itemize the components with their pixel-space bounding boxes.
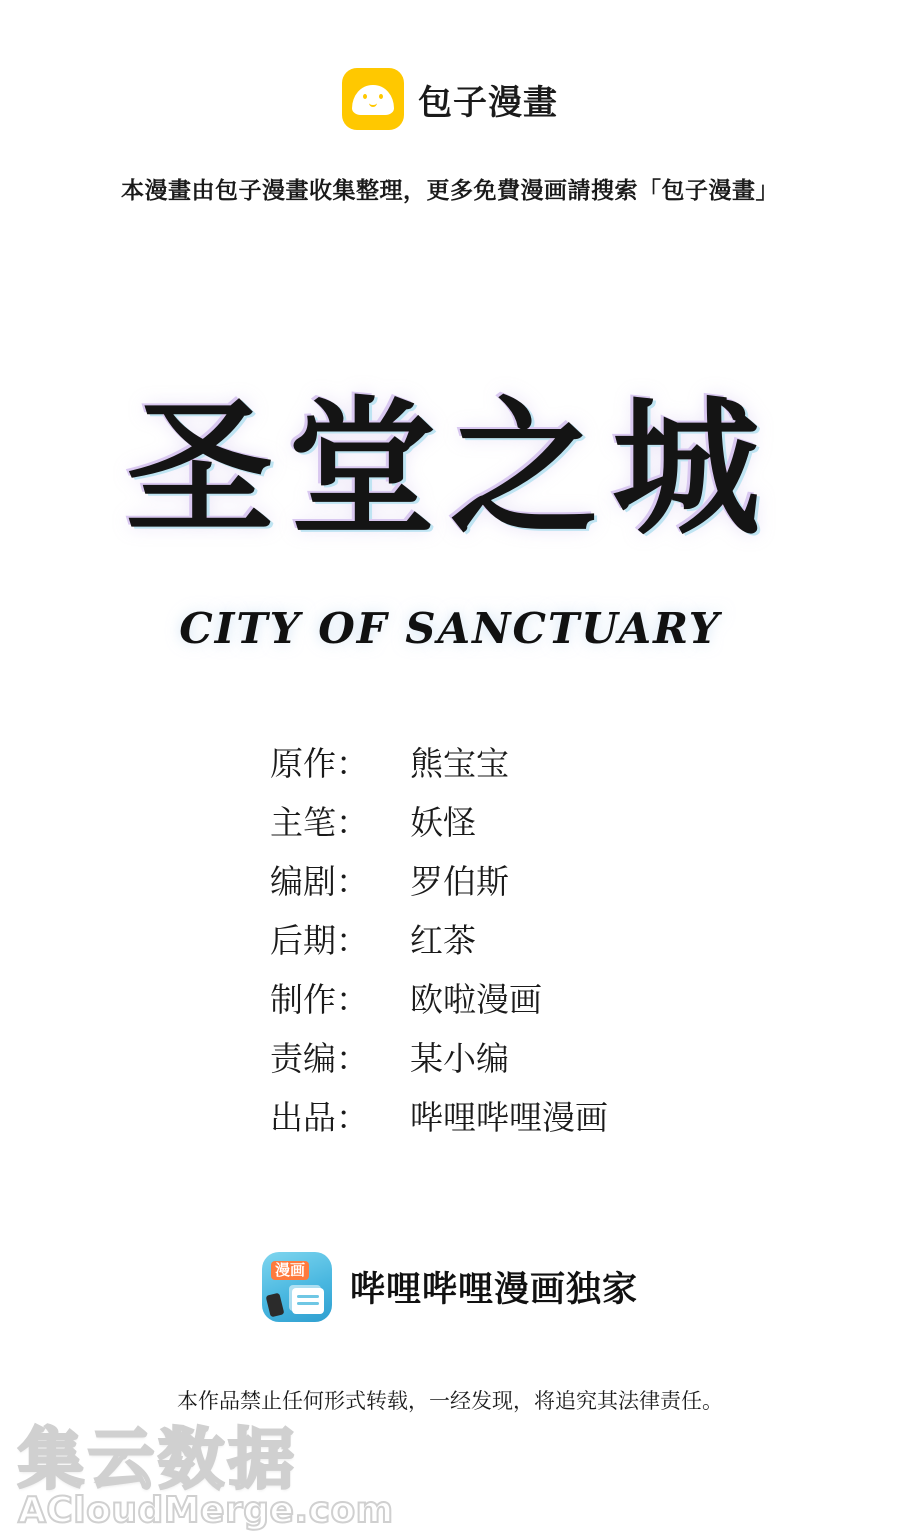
bun-eye-left (363, 94, 367, 99)
watermark-chinese: 集云数据 (18, 1421, 298, 1498)
credit-name: 红茶 (410, 921, 476, 960)
credit-row (270, 1029, 630, 1088)
paper-shape (292, 1288, 324, 1314)
credit-row (270, 793, 630, 852)
bilibili-badge-label: 漫画 (271, 1261, 309, 1280)
page-title-chinese: 圣堂之城 (126, 383, 774, 555)
credit-row (270, 911, 630, 970)
legal-notice: 本作品禁止任何形式转载，一经发现，将追究其法律责任。 (177, 1389, 723, 1413)
ink-brush-shape (266, 1293, 285, 1318)
credit-name: 罗伯斯 (410, 862, 509, 901)
credit-role: 原作： (270, 744, 369, 783)
watermark (18, 1421, 394, 1531)
credit-row (270, 970, 630, 1029)
credit-role: 主笔： (270, 803, 369, 842)
exclusive-badge (0, 1252, 900, 1322)
credit-row (270, 1088, 630, 1147)
watermark-english: ACloudMerge.com (18, 1490, 394, 1531)
credit-role: 后期： (270, 921, 369, 960)
page-title-english: CITY OF SANCTUARY (179, 604, 721, 653)
exclusive-text: 哔哩哔哩漫画独家 (349, 1270, 638, 1310)
brand-name: 包子漫畫 (418, 82, 558, 123)
credit-role: 制作： (270, 980, 369, 1019)
credit-name: 欧啦漫画 (410, 980, 542, 1019)
credit-name: 哔哩哔哩漫画 (410, 1098, 608, 1137)
bilibili-manga-icon (262, 1252, 332, 1322)
credit-name: 妖怪 (410, 803, 476, 842)
credit-role: 责编： (270, 1039, 369, 1078)
credit-name: 熊宝宝 (410, 744, 509, 783)
credit-row (270, 734, 630, 793)
credit-role: 编剧： (270, 862, 369, 901)
credit-role: 出品： (270, 1098, 369, 1137)
baozi-bun-icon (342, 68, 404, 130)
promo-line: 本漫畫由包子漫畫收集整理，更多免費漫画請搜索「包子漫畫」 (121, 178, 779, 204)
credits-list (0, 734, 900, 1147)
credit-row (270, 852, 630, 911)
bun-mouth (369, 101, 377, 107)
bun-shape (352, 85, 394, 115)
bun-eye-right (379, 94, 383, 99)
credit-name: 某小编 (410, 1039, 509, 1078)
brand-header (0, 68, 900, 130)
